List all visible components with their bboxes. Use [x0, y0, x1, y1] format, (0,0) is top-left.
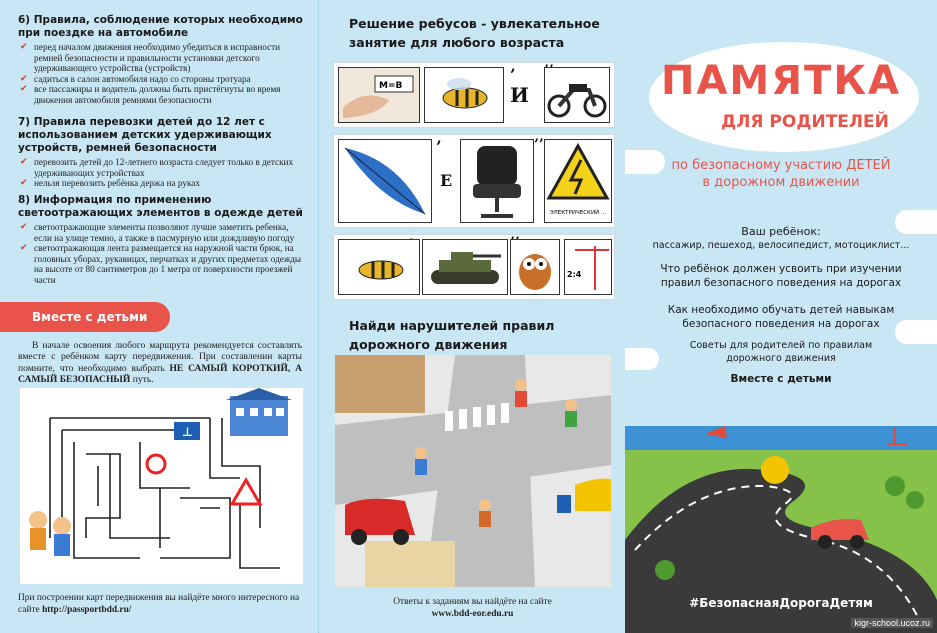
- section-7-title: 7) Правила перевозки детей до 12 лет с использованием детских удерживающих устройств, ремней безопасности: [18, 116, 272, 154]
- cloud-decoration: [625, 348, 659, 370]
- section-6-title: 6) Правила, соблюдение которых необходимо при поездке на автомобиле: [18, 14, 303, 39]
- list-item: ✔ светоотражающая лента размещается на наружной части брюк, на головных уборах, рукавицах, перчатках и других предметах одежды на высоте от 80 сантиметров до 1 метра от поверхности проезжей части: [20, 243, 302, 285]
- cloud-decoration: [625, 150, 665, 174]
- rebus-motorcycle-picture: [544, 67, 610, 123]
- rebus-row-2: [333, 134, 615, 228]
- section-7: [18, 116, 304, 189]
- left-panel: [0, 0, 318, 633]
- list-item: ✔ светоотражающие элементы позволяют лучше заметить ребенка, если на улице темно, а также в пасмурную или дождливую погоду: [20, 222, 295, 243]
- wasp-icon: [339, 240, 419, 294]
- rebus-tank-picture: [422, 239, 508, 295]
- owl-icon: [511, 240, 559, 294]
- checkmark-icon: ✔: [20, 84, 28, 95]
- hand-icon: [339, 68, 419, 122]
- list-item: ✔ нельзя перевозить ребёнка держа на руках: [20, 178, 200, 189]
- checkmark-icon: ✔: [20, 243, 28, 254]
- rebus-comma: ’: [436, 137, 442, 156]
- rebus-wasp-picture: [424, 67, 504, 123]
- checkmark-icon: ✔: [20, 42, 28, 52]
- rebus-chair-picture: [460, 139, 534, 223]
- rebus-crane-picture: [564, 239, 612, 295]
- section-6-list: [18, 42, 304, 106]
- svg-text:⊥: ⊥: [182, 425, 193, 439]
- rebus-row-3: [333, 234, 615, 300]
- contents-4: Как необходимо обучать детей навыкам безопасного поведения на дорогах: [667, 304, 895, 330]
- wasp-icon: [425, 68, 503, 122]
- list-item: ✔ все пассажиры и водитель должны быть пристёгнуты во время движения автомобиля ремнями безопасности: [20, 84, 281, 105]
- route-paragraph: В начале освоения любого маршрута рекомендуется составлять вместе с ребёнком карту передвижения. При составлении карты помните, что необходимо выбрать НЕ САМЫЙ КОРОТКИЙ, А САМЫЙ БЕЗОПАСНЫЙ путь.: [18, 340, 302, 386]
- section-8-list: [18, 222, 304, 286]
- section-8: [18, 194, 304, 286]
- checkmark-icon: ✔: [20, 222, 28, 232]
- contents-6: Вместе с детьми: [730, 373, 832, 385]
- list-item: ✔ перед началом движения необходимо убедиться в исправности ремней безопасности и правильности установки детского удерживающего устройства (устройств): [20, 42, 281, 74]
- contents-5: Советы для родителей по правилам дорожного движения: [689, 340, 873, 364]
- rebus-wasp2-picture: [338, 239, 420, 295]
- rebus-double-comma: ’’: [534, 137, 544, 153]
- rebus-letter-i: И: [510, 83, 529, 107]
- rebus-ratio: 2:4: [567, 270, 582, 279]
- rebus-mv-text: М=В: [379, 81, 403, 91]
- section-8-title: 8) Информация по применению светоотражающих элементов в одежде детей: [18, 194, 303, 219]
- memo-subtitle: ДЛЯ РОДИТЕЛЕЙ: [721, 112, 889, 132]
- section-7-list: [18, 157, 304, 189]
- memo-title: ПАМЯТКА: [661, 58, 901, 104]
- answers-note: Ответы к заданиям вы найдёте на сайте: [393, 597, 552, 607]
- rebus-voltage-picture: [544, 139, 612, 223]
- rebus-electric-label: ЭЛЕКТРИЧЕСКИЙ ...: [549, 210, 607, 216]
- chair-icon: [461, 140, 533, 222]
- list-item: ✔ садиться в салон автомобиля надо со стороны тротуара: [20, 73, 251, 84]
- checkmark-icon: ✔: [20, 178, 28, 189]
- together-banner: Вместе с детьми: [0, 302, 170, 332]
- checkmark-icon: ✔: [20, 73, 28, 84]
- tank-icon: [423, 240, 507, 294]
- rebus-hand-picture: [338, 67, 420, 123]
- answers-link[interactable]: www.bdd-eor.edu.ru: [431, 609, 514, 619]
- topic-line-1: по безопасному участию ДЕТЕЙ: [671, 158, 891, 173]
- cover-panel: [625, 0, 937, 633]
- contents-1: Ваш ребёнок:: [741, 225, 821, 238]
- rebus-row-1: [333, 62, 615, 128]
- section-6: [18, 14, 304, 106]
- crossroad-icon: [335, 355, 611, 587]
- list-item: ✔ перевозить детей до 12-летнего возраста следует только в детских удерживающих устройствах: [20, 157, 294, 178]
- middle-panel: [318, 0, 627, 633]
- crane-icon: [565, 240, 611, 294]
- hashtag: #БезопаснаяДорогаДетям: [689, 596, 873, 610]
- route-maze-illustration: [20, 388, 303, 584]
- site-watermark: kigr-school.ucoz.ru: [851, 618, 933, 628]
- rebus-letter-e: Е: [440, 171, 453, 190]
- passport-link[interactable]: http://passportbdd.ru/: [42, 605, 132, 615]
- motorcycle-icon: [545, 68, 609, 122]
- topic-line-2: в дорожном движении: [702, 175, 860, 190]
- rebus-title: Решение ребусов - увлекательное занятие для любого возраста: [349, 16, 600, 50]
- maze-icon: [20, 388, 303, 584]
- crossroad-illustration: [335, 355, 611, 587]
- contents-2: пассажир, пешеход, велосипедист, мотоциклист...: [652, 240, 910, 251]
- contents-3: Что ребёнок должен усвоить при изучении правил безопасного поведения на дорогах: [660, 263, 902, 289]
- checkmark-icon: ✔: [20, 157, 28, 167]
- find-violators-title: Найди нарушителей правил дорожного движения: [349, 318, 555, 352]
- feather-icon: [339, 140, 431, 222]
- rebus-feather-picture: [338, 139, 432, 223]
- rebus-comma: ’: [510, 65, 516, 84]
- rebus-owl-picture: [510, 239, 560, 295]
- passport-footnote: При построении карт передвижения вы найдёте много интересного на сайте http://passportbdd.ru/: [18, 593, 300, 615]
